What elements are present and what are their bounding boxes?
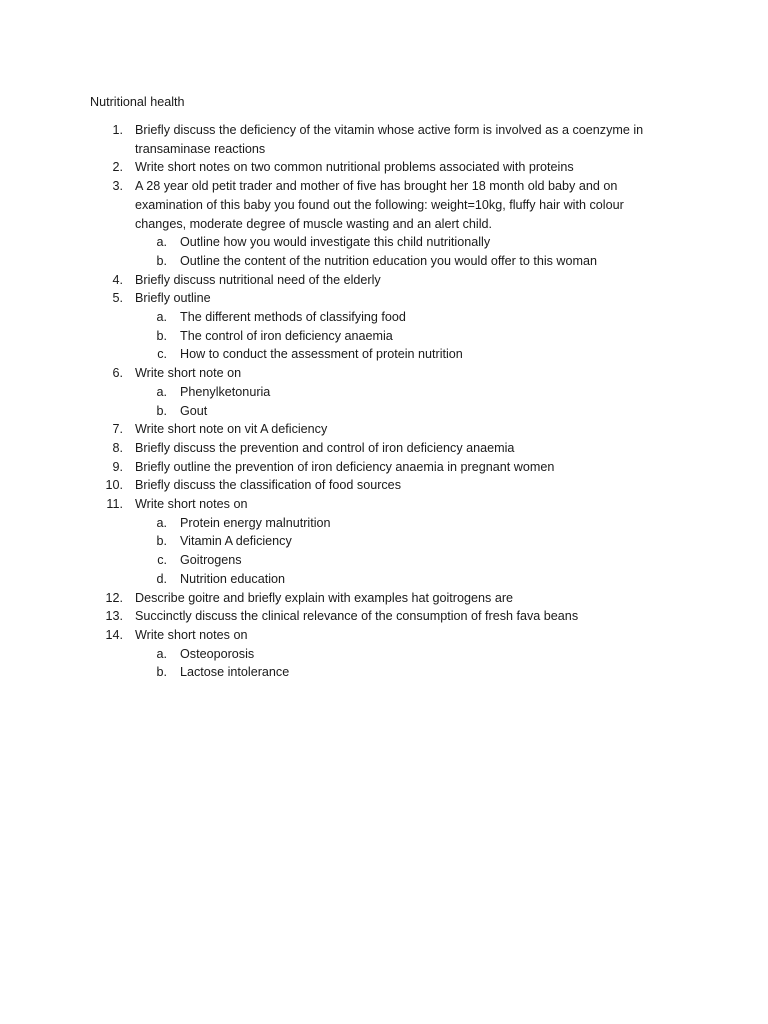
question-text: Write short note on vit A deficiency: [135, 422, 328, 437]
question-number: 10.: [105, 478, 123, 493]
sub-question-item: [135, 383, 650, 402]
sub-question-letter: b.: [156, 534, 167, 549]
question-item: [0, 158, 768, 177]
question-number: 5.: [112, 291, 123, 306]
question-item: [0, 289, 768, 364]
question-item: [0, 495, 768, 589]
question-list: [0, 121, 768, 682]
sub-question-item: [135, 252, 650, 271]
question-number: 2.: [112, 160, 123, 175]
question-number: 4.: [112, 272, 123, 287]
question-number: 8.: [112, 440, 123, 455]
sub-question-text: Nutrition education: [180, 571, 286, 586]
question-item: [0, 476, 768, 495]
sub-question-item: [135, 402, 650, 421]
question-text: Briefly discuss nutritional need of the elderly: [135, 272, 381, 287]
question-number: 1.: [112, 123, 123, 137]
sub-question-list: [135, 645, 650, 682]
question-item: [0, 364, 768, 420]
sub-question-item: [135, 327, 650, 346]
question-item: [0, 121, 768, 158]
question-text: Briefly discuss the deficiency of the vitamin whose active form is involved as a coenzyme in transaminase reactions: [135, 123, 644, 156]
question-number: 13.: [105, 609, 123, 624]
sub-question-text: Outline the content of the nutrition education you would offer to this woman: [180, 253, 598, 268]
sub-question-letter: b.: [156, 328, 167, 343]
sub-question-letter: a.: [156, 235, 167, 250]
sub-question-text: Gout: [180, 403, 208, 418]
sub-question-text: Protein energy malnutrition: [180, 515, 331, 530]
sub-question-item: [135, 233, 650, 252]
sub-question-list: [135, 383, 650, 420]
sub-question-text: The control of iron deficiency anaemia: [180, 328, 393, 343]
question-text: Succinctly discuss the clinical relevance of the consumption of fresh fava beans: [135, 609, 579, 624]
question-text: Write short notes on: [135, 497, 248, 512]
question-number: 7.: [112, 422, 123, 437]
question-text: Briefly discuss the classification of food sources: [135, 478, 401, 493]
sub-question-item: [135, 308, 650, 327]
sub-question-list: [135, 514, 650, 589]
sub-question-letter: a.: [156, 515, 167, 530]
question-item: [0, 271, 768, 290]
question-item: [0, 420, 768, 439]
document-title: Nutritional health: [90, 95, 185, 109]
sub-question-letter: a.: [156, 310, 167, 325]
sub-question-list: [135, 308, 650, 364]
question-number: 14.: [105, 627, 123, 642]
sub-question-list: [135, 233, 650, 270]
question-item: [0, 589, 768, 608]
sub-question-text: Lactose intolerance: [180, 665, 290, 680]
sub-question-item: [135, 551, 650, 570]
question-item: [0, 607, 768, 626]
sub-question-text: The different methods of classifying food: [180, 310, 406, 325]
sub-question-letter: b.: [156, 403, 167, 418]
sub-question-item: [135, 532, 650, 551]
sub-question-letter: b.: [156, 253, 167, 268]
sub-question-text: How to conduct the assessment of protein nutrition: [180, 347, 463, 362]
question-text: Briefly discuss the prevention and control of iron deficiency anaemia: [135, 440, 515, 455]
sub-question-text: Osteoporosis: [180, 646, 255, 661]
question-item: [0, 439, 768, 458]
sub-question-text: Phenylketonuria: [180, 384, 271, 399]
question-text: Write short notes on: [135, 627, 248, 642]
question-number: 12.: [105, 590, 123, 605]
sub-question-text: Outline how you would investigate this child nutritionally: [180, 235, 491, 250]
question-text: A 28 year old petit trader and mother of five has brought her 18 month old baby and on examination of this baby you found out the following: weight=10kg, fluffy hair with colour changes, moderate degree of muscle wasting and an alert child.: [135, 179, 624, 231]
question-text: Write short notes on two common nutritional problems associated with proteins: [135, 160, 574, 175]
question-number: 11.: [106, 497, 123, 512]
sub-question-letter: d.: [156, 571, 167, 586]
sub-question-item: [135, 663, 650, 682]
sub-question-text: Vitamin A deficiency: [180, 534, 292, 549]
question-text: Write short note on: [135, 366, 242, 381]
question-text: Briefly outline the prevention of iron deficiency anaemia in pregnant women: [135, 459, 555, 474]
sub-question-letter: c.: [157, 553, 167, 568]
sub-question-item: [135, 645, 650, 664]
question-item: [0, 177, 768, 271]
sub-question-item: [135, 514, 650, 533]
sub-question-letter: a.: [156, 646, 167, 661]
sub-question-letter: c.: [157, 347, 167, 362]
question-item: [0, 458, 768, 477]
sub-question-letter: a.: [156, 384, 167, 399]
question-number: 3.: [112, 179, 123, 194]
sub-question-text: Goitrogens: [180, 553, 242, 568]
sub-question-item: [135, 345, 650, 364]
sub-question-item: [135, 570, 650, 589]
question-text: Describe goitre and briefly explain with examples hat goitrogens are: [135, 590, 514, 605]
question-item: [0, 626, 768, 682]
question-text: Briefly outline: [135, 291, 211, 306]
question-number: 6.: [112, 366, 123, 381]
question-number: 9.: [112, 459, 123, 474]
sub-question-letter: b.: [156, 665, 167, 680]
